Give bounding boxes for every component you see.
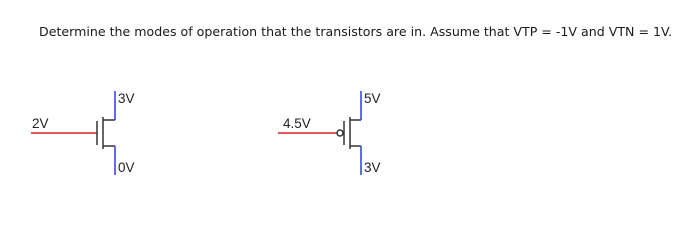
nmos-transistor	[31, 91, 135, 175]
pmos-gate-bubble	[337, 130, 343, 136]
pmos-source-label: 5V	[364, 91, 381, 106]
pmos-drain-label: 3V	[364, 160, 381, 175]
nmos-gate-label: 2V	[32, 116, 49, 131]
pmos-transistor	[278, 91, 381, 175]
nmos-source-label: 0V	[118, 160, 135, 175]
question-text: Determine the modes of operation that the transistors are in. Assume that VTP = -1V and VTN = 1V.	[39, 24, 673, 39]
nmos-drain-label: 3V	[118, 91, 135, 106]
pmos-gate-label: 4.5V	[283, 116, 311, 131]
